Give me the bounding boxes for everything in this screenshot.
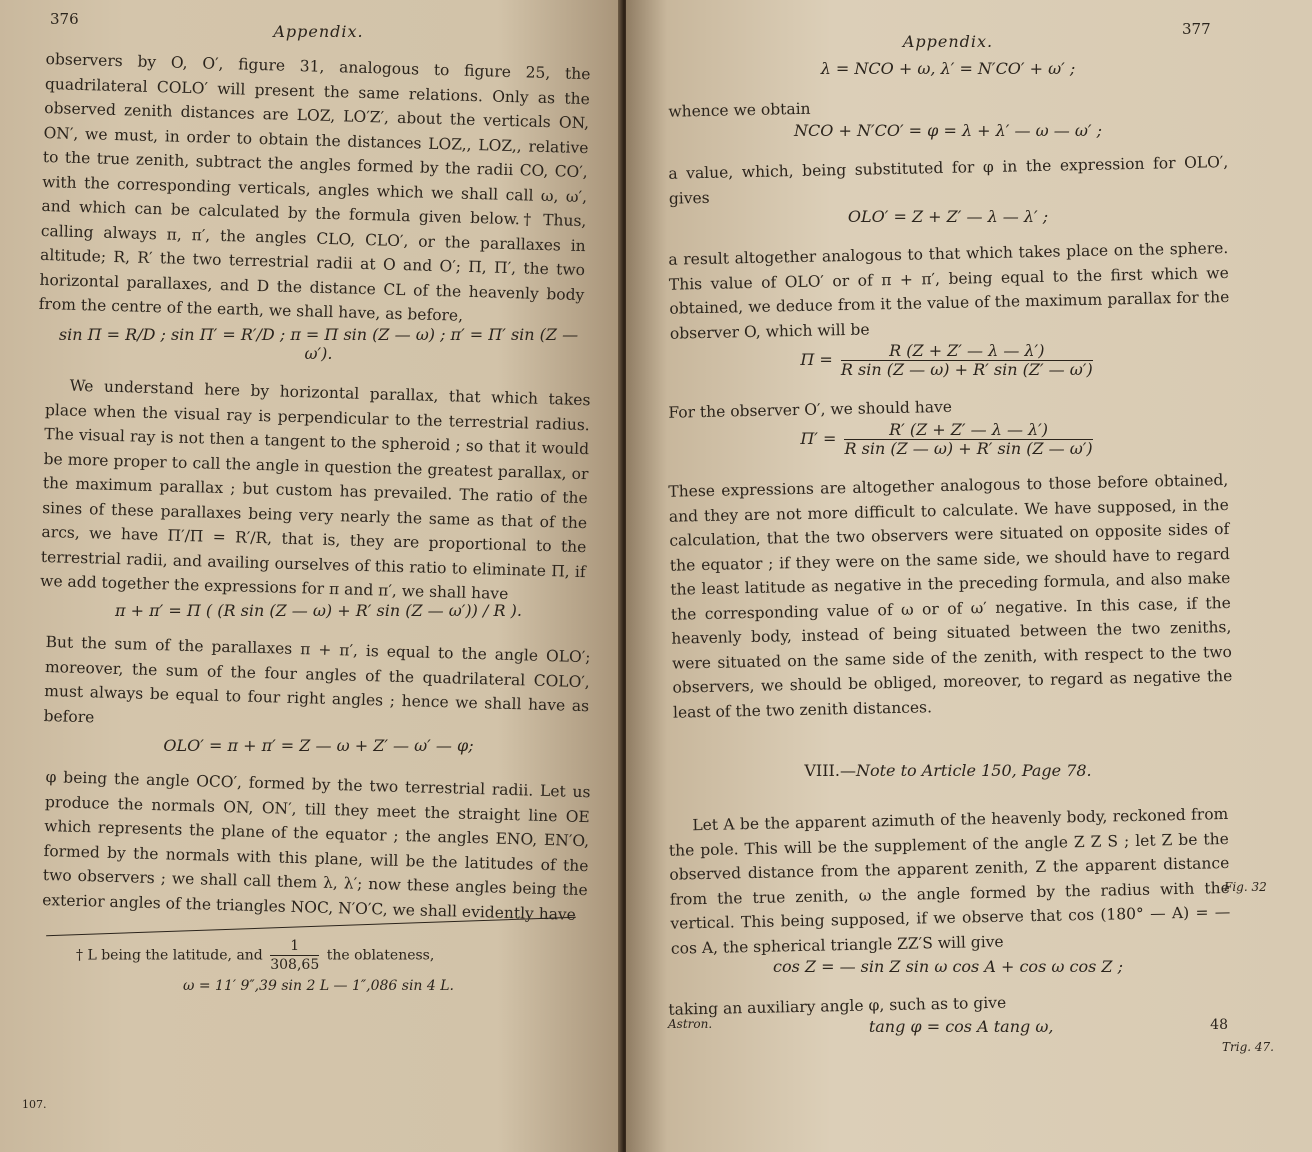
fraction-denominator: R sin (Z — ω) + R′ sin (Z — ω′) <box>844 439 1093 458</box>
equation-lhs: Π′ = <box>800 429 837 448</box>
section-number: VIII.— <box>804 761 856 780</box>
text-line: taking an auxiliary angle φ, such as to give <box>668 993 1007 1019</box>
left-page <box>0 0 622 1152</box>
signature-number: 48 <box>1210 1016 1228 1033</box>
paragraph: φ being the angle OCO′, formed by the two terrestrial radii. Let us produce the normals ON, ON′, till they meet the straight line OE which represents the plane of the equator ; the angles ENO, EN′O, formed by the normals with this plane, will be the latitudes of the two observers ; we shall call them λ, λ′; now these angles being the exterior angles of the triangles NOC, N′O′C, we shall evidently have <box>41 767 591 924</box>
equation: NCO + N′CO′ = φ = λ + λ′ — ω — ω′ ; <box>794 120 1102 140</box>
running-head: Appendix. <box>273 22 364 41</box>
footnote-text: the oblateness, <box>326 947 435 964</box>
paragraph: But the sum of the parallaxes π + π′, is equal to the angle OLO′; moreover, the sum of the four angles of the quadrilateral COLO′, must always be equal to four right angles ; hence we shall have as before <box>43 632 591 726</box>
signature-mark: Astron. <box>668 1016 713 1031</box>
text-line: For the observer O′, we should have <box>668 397 953 422</box>
fraction-numerator: R (Z + Z′ — λ — λ′) <box>841 342 1093 361</box>
left-page-body <box>38 8 591 998</box>
margin-note: Fig. 32 <box>1224 880 1267 894</box>
equation: OLO′ = Z + Z′ — λ — λ′ ; <box>847 206 1049 226</box>
equation: tang φ = cos A tang ω, <box>868 1016 1054 1036</box>
equation <box>668 342 1228 379</box>
section-title-text: Note to Article 150, Page 78. <box>855 761 1092 780</box>
equation: π + π′ = Π ( (R sin (Z — ω) + R′ sin (Z — ω′)) / R ). <box>115 601 522 620</box>
fraction <box>844 421 1092 458</box>
running-head: Appendix. <box>902 32 994 51</box>
fraction-numerator: R′ (Z + Z′ — λ — λ′) <box>844 421 1092 440</box>
footnote-formula: ω = 11′ 9″,39 sin 2 L — 1″,086 sin 4 L. <box>182 978 455 994</box>
footnote-rule <box>46 917 576 936</box>
equation: sin Π = R/D ; sin Π′ = R′/D ; π = Π sin (Z — ω) ; π′ = Π′ sin (Z — ω′). <box>58 324 579 363</box>
paragraph: a result altogether analogous to that which takes place on the sphere. This value of OLO′ or of π + π′, being equal to the first which we obtained, we deduce from it the value of the maximum parallax for the observer O, which will be <box>668 238 1230 342</box>
fraction <box>841 342 1093 379</box>
paragraph: We understand here by horizontal parallax, that which takes place when the visual ray is perpendicular to the terrestrial radius. The visual ray is not then a tangent to the spheroid ; so that it would be more proper to call the angle in question the greatest parallax, or the maximum parallax ; but custom has prevailed. The ratio of the sines of these parallaxes being very nearly the same as that of the arcs, we have Π′/Π = R′/R, that is, they are proportional to the terrestrial radii, and availing ourselves of this ratio to eliminate Π, if we add together the expressions for π and π′, we shall have <box>39 376 591 603</box>
footnote <box>46 937 591 974</box>
right-page <box>626 0 1312 1152</box>
paragraph: observers by O, O′, figure 31, analogous to figure 25, the quadrilateral COLO′ will present the same relations. Only as the observed zenith distances are LOZ, LO′Z′, about the verticals ON, ON′, we must, in order to obtain the distances LOZ,, LOZ,, relative to the true zenith, subtract the angles formed by the radii CO, CO′, with the corresponding verticals, angles which we shall call ω, ω′, and which can be calculated by the formula given below.† Thus, calling always π, π′, the angles CLO, CLO′, or the parallaxes in altitude; R, R′ the two terrestrial radii at O and O′; Π, Π′, the two horizontal parallaxes, and D the distance CL of the heavenly body from the centre of the earth, we shall have, as before, <box>38 49 591 325</box>
right-page-body <box>668 18 1233 1036</box>
page-number: 377 <box>1182 20 1211 38</box>
section-title <box>668 761 1228 780</box>
equation: cos Z = — sin Z sin ω cos A + cos ω cos Z ; <box>773 957 1123 976</box>
text-line: whence we obtain <box>668 99 811 121</box>
margin-note: Trig. 47. <box>1222 1040 1274 1054</box>
equation: λ = NCO + ω, λ′ = N′CO′ + ω′ ; <box>820 59 1076 78</box>
signature-mark: 107. <box>22 1098 47 1111</box>
text-line: a value, which, being substituted for φ in the expression for OLO′, gives <box>668 152 1229 207</box>
fraction <box>270 937 319 974</box>
equation <box>668 421 1228 458</box>
footnote-text: † L being the latitude, and <box>76 947 263 964</box>
paragraph: These expressions are altogether analogous to those before obtained, and they are not more difficult to calculate. We have supposed, in the calculation, that the two observers were situated on opposite sides of the equator ; if they were on the same side, we should have to regard the least latitude as negative in the preceding formula, and also make the corresponding value of ω or of ω′ negative. In this case, if the heavenly body, instead of being situated between the two zeniths, were situated on the same side of the zenith, with respect to the two observers, we should be obliged, moreover, to regard as negative the least of the two zenith distances. <box>668 470 1233 722</box>
fraction-denominator: R sin (Z — ω) + R′ sin (Z′ — ω′) <box>840 359 1093 379</box>
equation: OLO′ = π + π′ = Z — ω + Z′ — ω′ — φ; <box>163 736 474 755</box>
paragraph: Let A be the apparent azimuth of the heavenly body, reckoned from the pole. This will be the supplement of the angle Z Z S ; let Z be the observed distance from the apparent zenith, Z the apparent distance from the true zenith, ω the angle formed by the radius with the vertical. This being supposed, if we observe that cos (180° — A) = — cos A, the spherical triangle ZZ′S will give <box>668 804 1231 958</box>
fraction-numerator: 1 <box>270 937 319 956</box>
fraction-denominator: 308,65 <box>270 957 320 973</box>
page-number: 376 <box>50 10 79 28</box>
equation-lhs: Π = <box>800 349 833 369</box>
